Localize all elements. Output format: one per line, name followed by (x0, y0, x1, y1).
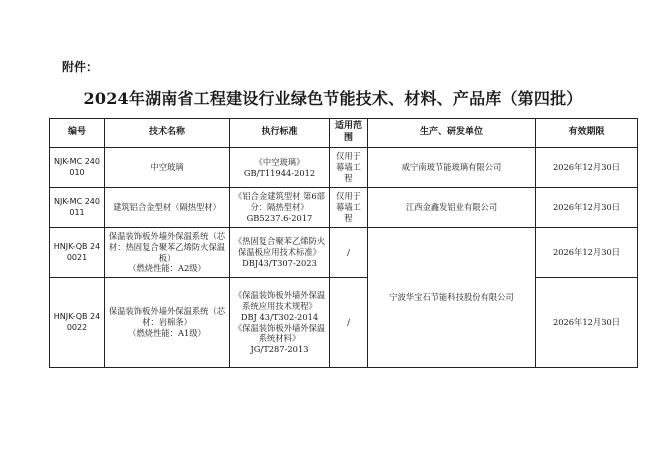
row-standard (230, 278, 330, 368)
header-scope: 适用范围 (330, 119, 368, 148)
header-code: 编号 (50, 119, 105, 148)
standard-line: GB/T11944-2012 (243, 167, 316, 178)
row-code: NJK-MC 240010 (50, 148, 105, 188)
tech-name-line: （燃烧性能：A1级） (128, 327, 206, 338)
row-standard (230, 228, 330, 278)
row-valid: 2026年12月30日 (536, 228, 638, 278)
header-standard: 执行标准 (230, 119, 330, 148)
row-code: NJK-MC 240011 (50, 188, 105, 228)
row-scope: / (330, 228, 368, 278)
tech-name-line: 保温装饰板外墙外保温系统（芯材：热固复合聚苯乙烯防火保温板） (108, 230, 226, 263)
standard-line: 《中空玻璃》 (254, 156, 305, 167)
table-row (50, 148, 638, 188)
header-valid: 有效期限 (536, 119, 638, 148)
row-scope: / (330, 278, 368, 368)
document-title: 2024年湖南省工程建设行业绿色节能技术、材料、产品库（第四批） (83, 89, 583, 108)
row-code: HNJK-QB 240022 (50, 278, 105, 368)
standard-line: 《保温装饰板外墙外保温系统应用技术规程》 (233, 290, 326, 311)
attachment-label: 附件： (62, 60, 99, 74)
standard-line: DBJ 43/T302-2014 (240, 311, 319, 322)
table-header-row (50, 119, 638, 148)
row-valid: 2026年12月30日 (536, 278, 638, 368)
table-row (50, 228, 638, 278)
product-table (49, 118, 638, 368)
row-company: 咸宁南玻节能玻璃有限公司 (368, 148, 536, 188)
standard-line: JG/T287-2013 (250, 344, 309, 355)
row-tech-name (105, 228, 230, 278)
row-company: 江西金鑫发铝业有限公司 (368, 188, 536, 228)
row-scope: 仅用于幕墙工程 (330, 188, 368, 228)
row-company: 宁波华宝石节能科技股份有限公司 (368, 228, 536, 368)
row-scope: 仅用于幕墙工程 (330, 148, 368, 188)
table-row (50, 278, 638, 368)
tech-name-line: 保温装饰板外墙外保温系统（芯材：岩棉条） (108, 306, 226, 328)
row-tech-name (105, 188, 230, 228)
tech-name-line: （燃烧性能：A2级） (128, 263, 206, 274)
row-standard (230, 188, 330, 228)
tech-name-line: 中空玻璃 (150, 162, 184, 173)
row-tech-name (105, 148, 230, 188)
standard-line: 《铝合金建筑型材 第6部分：隔热型材》 (234, 191, 325, 213)
table-row (50, 188, 638, 228)
standard-line: 《保温装饰板外墙外保温系统材料》 (233, 322, 326, 344)
header-company: 生产、研发单位 (368, 119, 536, 148)
standard-line: GB5237.6-2017 (246, 212, 313, 223)
row-valid: 2026年12月30日 (536, 188, 638, 228)
standard-line: DBJ43/T307-2023 (242, 257, 317, 268)
standard-line: 《热固复合聚苯乙烯防火保温板应用技术标准》 (233, 236, 326, 258)
row-valid: 2026年12月30日 (536, 148, 638, 188)
row-tech-name (105, 278, 230, 368)
row-standard (230, 148, 330, 188)
tech-name-line: 建筑铝合金型材（隔热型材） (113, 202, 221, 213)
row-code: HNJK-QB 240021 (50, 228, 105, 278)
header-tech-name: 技术名称 (105, 119, 230, 148)
